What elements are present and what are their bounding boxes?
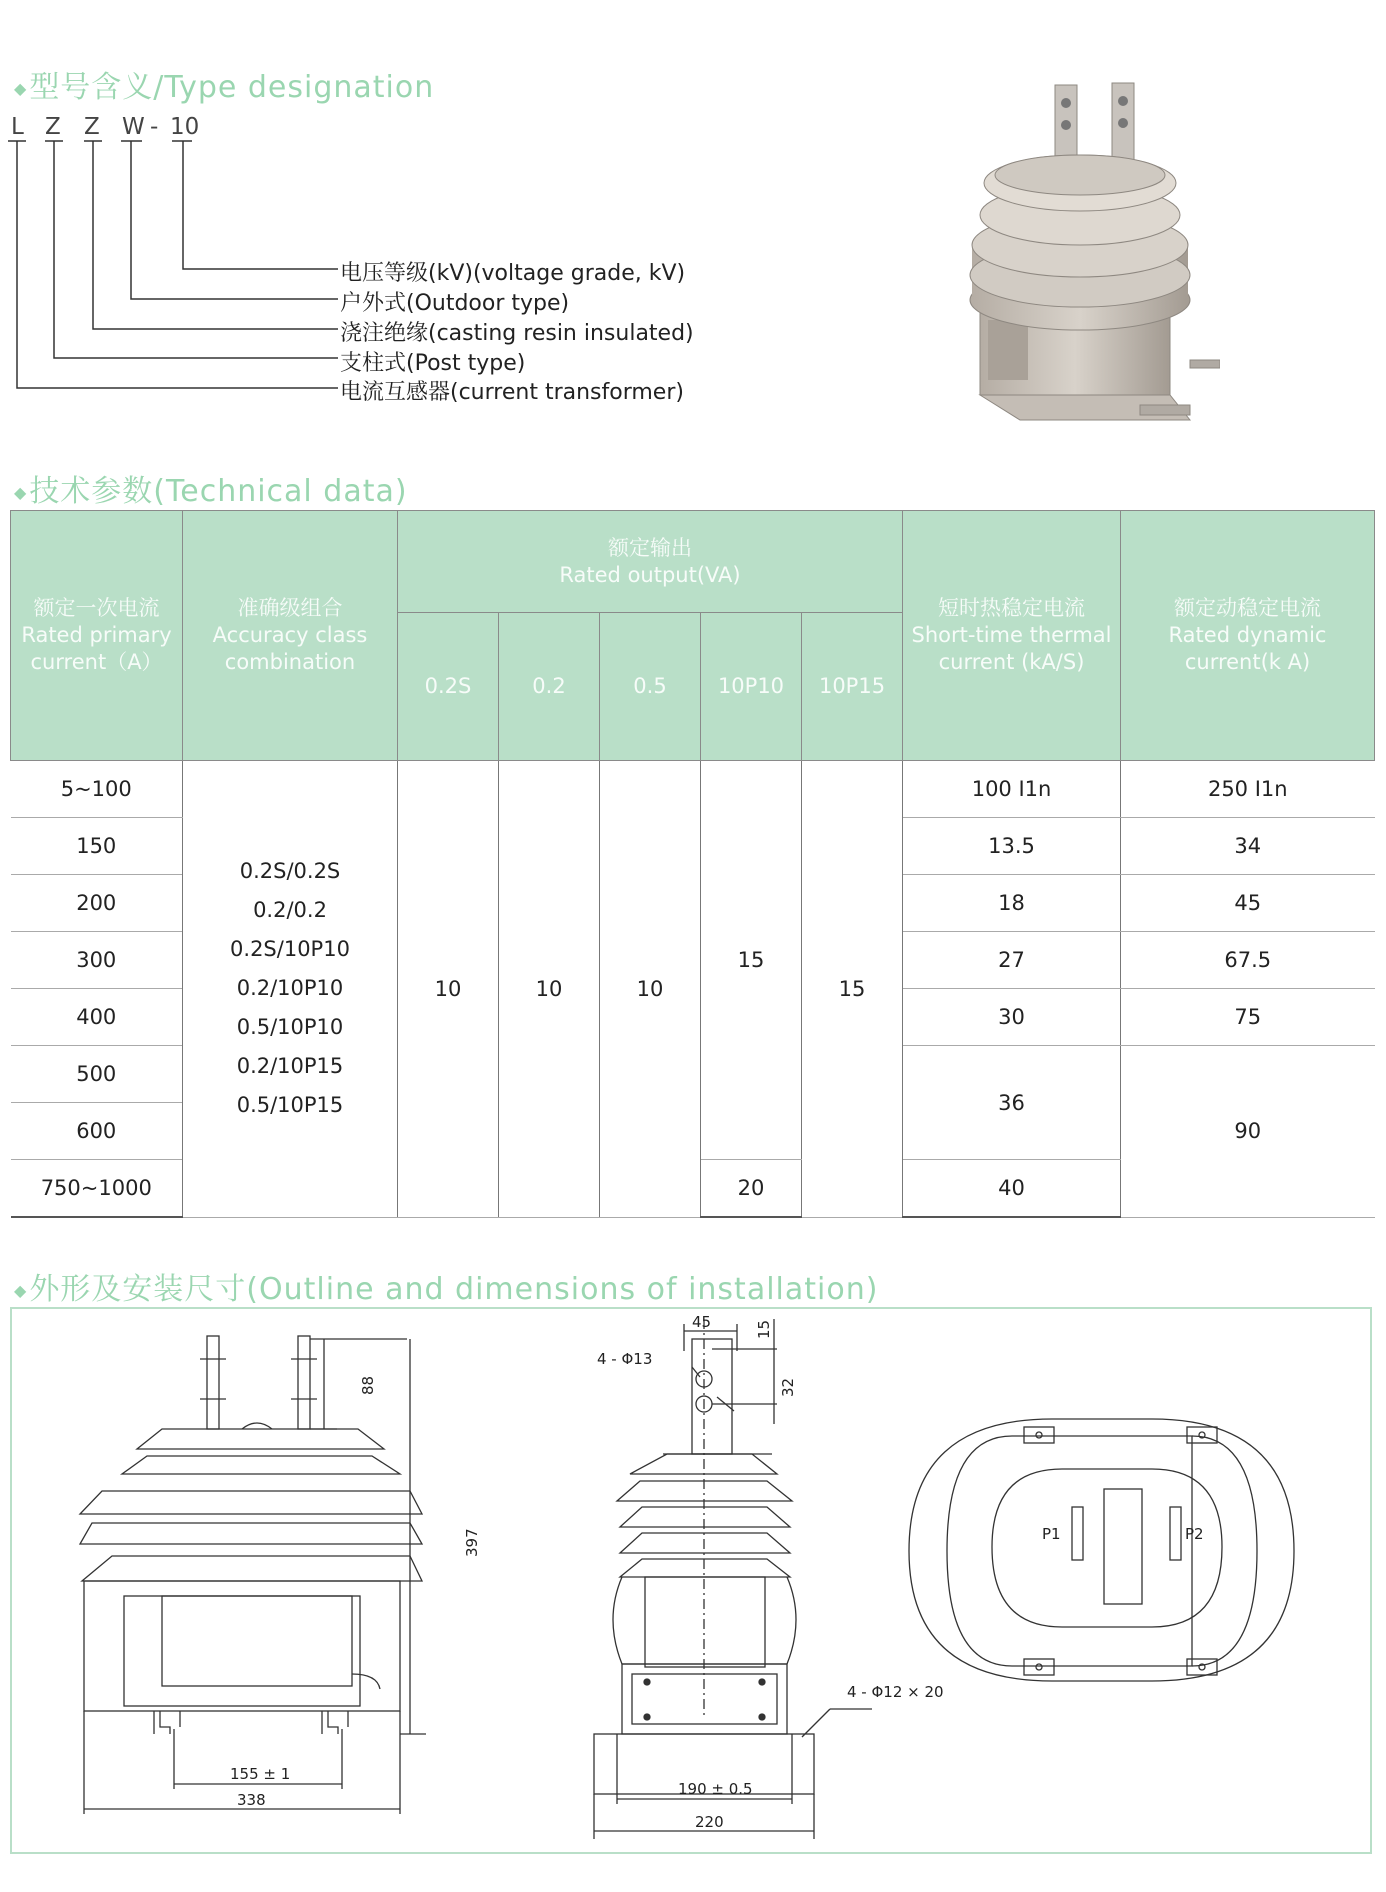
header-thermal-en1: Short-time thermal [911, 623, 1112, 647]
cell-thermal: 100 I1n [903, 761, 1121, 818]
header-thermal [903, 511, 1121, 761]
header-rated-primary-en2: current（A） [30, 650, 163, 674]
terminal-p2-label: P2 [1185, 1525, 1204, 1543]
header-dynamic-cn: 额定动稳定电流 [1174, 596, 1322, 620]
dim-slot: 4 - Φ12 × 20 [847, 1683, 944, 1701]
legend-post-type: 支柱式(Post type) [340, 351, 526, 376]
dim-155: 155 ± 1 [230, 1765, 291, 1783]
cell-output-10p10-last: 20 [701, 1160, 802, 1218]
accuracy-item: 0.5/10P15 [236, 1093, 344, 1118]
header-output-0.5: 0.5 [600, 613, 701, 761]
cell-dynamic: 67.5 [1121, 932, 1375, 989]
accuracy-item: 0.2/0.2 [253, 898, 327, 923]
cell-thermal: 40 [903, 1160, 1121, 1218]
outline-drawing-panel [10, 1307, 1372, 1854]
product-photo [960, 75, 1220, 445]
dim-338: 338 [237, 1791, 266, 1809]
dim-220: 220 [695, 1813, 724, 1831]
accuracy-item: 0.2S/10P10 [230, 937, 350, 962]
cell-current: 400 [11, 989, 183, 1046]
dim-45: 45 [692, 1313, 712, 1331]
legend-outdoor-type: 户外式(Outdoor type) [340, 291, 570, 316]
model-letter-z1: Z [45, 114, 61, 140]
cell-dynamic: 34 [1121, 818, 1375, 875]
cell-output-0.2: 10 [499, 761, 600, 1218]
cell-output-0.5: 10 [600, 761, 701, 1218]
table-row [11, 761, 1375, 818]
header-output-0.2: 0.2 [499, 613, 600, 761]
accuracy-item: 0.2/10P10 [236, 976, 344, 1001]
diamond-bullet-icon: ◆ [14, 483, 28, 502]
header-rated-output-cn: 额定输出 [608, 535, 692, 560]
cell-output-0.2s: 10 [398, 761, 499, 1218]
heading-text: 型号含义/Type designation [29, 70, 435, 105]
cell-thermal: 13.5 [903, 818, 1121, 875]
model-voltage: 10 [170, 114, 200, 140]
header-accuracy-cn: 准确级组合 [237, 596, 343, 620]
side-view [594, 1319, 872, 1839]
cell-current: 750~1000 [11, 1160, 183, 1218]
legend-voltage-grade: 电压等级(kV)(voltage grade, kV) [340, 261, 686, 286]
header-thermal-en2: current (kA/S) [938, 650, 1085, 674]
diamond-bullet-icon: ◆ [14, 79, 28, 98]
cell-current: 300 [11, 932, 183, 989]
cell-accuracy-combinations [183, 761, 398, 1218]
header-accuracy-en1: Accuracy class [212, 623, 368, 647]
dim-190: 190 ± 0.5 [678, 1780, 753, 1798]
cell-current: 150 [11, 818, 183, 875]
legend-current-transformer: 电流互感器(current transformer) [340, 380, 684, 405]
header-output-10p15: 10P15 [802, 613, 903, 761]
header-rated-primary-cn: 额定一次电流 [33, 596, 160, 620]
model-letter-w: W [122, 114, 145, 140]
dim-hole-top: 4 - Φ13 [597, 1350, 653, 1368]
cell-thermal: 30 [903, 989, 1121, 1046]
header-thermal-cn: 短时热稳定电流 [938, 596, 1086, 620]
top-view [909, 1419, 1294, 1681]
header-output-0.2s: 0.2S [398, 613, 499, 761]
cell-thermal: 36 [903, 1046, 1121, 1160]
terminal-p1-label: P1 [1042, 1525, 1061, 1543]
cell-dynamic: 250 I1n [1121, 761, 1375, 818]
model-letter-z2: Z [84, 114, 100, 140]
cell-current: 600 [11, 1103, 183, 1160]
accuracy-item: 0.2/10P15 [236, 1054, 344, 1079]
dim-397: 397 [463, 1528, 481, 1557]
header-dynamic-en2: current(k A) [1184, 650, 1311, 674]
cell-current: 5~100 [11, 761, 183, 818]
legend-casting-resin: 浇注绝缘(casting resin insulated) [340, 321, 694, 346]
dim-15: 15 [755, 1319, 773, 1339]
cell-dynamic: 90 [1121, 1046, 1375, 1218]
heading-text: 技术参数(Technical data) [29, 474, 408, 509]
heading-text: 外形及安装尺寸(Outline and dimensions of installation) [29, 1272, 879, 1307]
header-output-10p10: 10P10 [701, 613, 802, 761]
accuracy-item: 0.5/10P10 [236, 1015, 344, 1040]
cell-thermal: 18 [903, 875, 1121, 932]
front-view [80, 1336, 426, 1814]
cell-output-10p15: 15 [802, 761, 903, 1218]
header-rated-output [398, 511, 903, 613]
technical-data-table [10, 510, 1375, 1218]
header-dynamic-en1: Rated dynamic [1168, 623, 1327, 647]
dim-32: 32 [779, 1377, 797, 1397]
header-rated-primary [11, 511, 183, 761]
cell-output-10p10: 15 [701, 761, 802, 1160]
technical-data-heading [14, 466, 408, 510]
dim-88: 88 [359, 1375, 377, 1395]
model-letter-l: L [11, 114, 24, 140]
cell-current: 500 [11, 1046, 183, 1103]
outline-drawings [12, 1309, 1374, 1856]
cell-current: 200 [11, 875, 183, 932]
header-rated-primary-en1: Rated primary [21, 623, 172, 647]
cell-thermal: 27 [903, 932, 1121, 989]
accuracy-item: 0.2S/0.2S [239, 859, 341, 884]
cell-dynamic: 75 [1121, 989, 1375, 1046]
header-accuracy-en2: combination [224, 650, 356, 674]
cell-dynamic: 45 [1121, 875, 1375, 932]
model-dash: - [150, 114, 159, 140]
diamond-bullet-icon: ◆ [14, 1281, 28, 1300]
header-dynamic [1121, 511, 1375, 761]
header-accuracy [183, 511, 398, 761]
header-rated-output-en: Rated output(VA) [559, 562, 741, 587]
outline-heading [14, 1264, 878, 1308]
